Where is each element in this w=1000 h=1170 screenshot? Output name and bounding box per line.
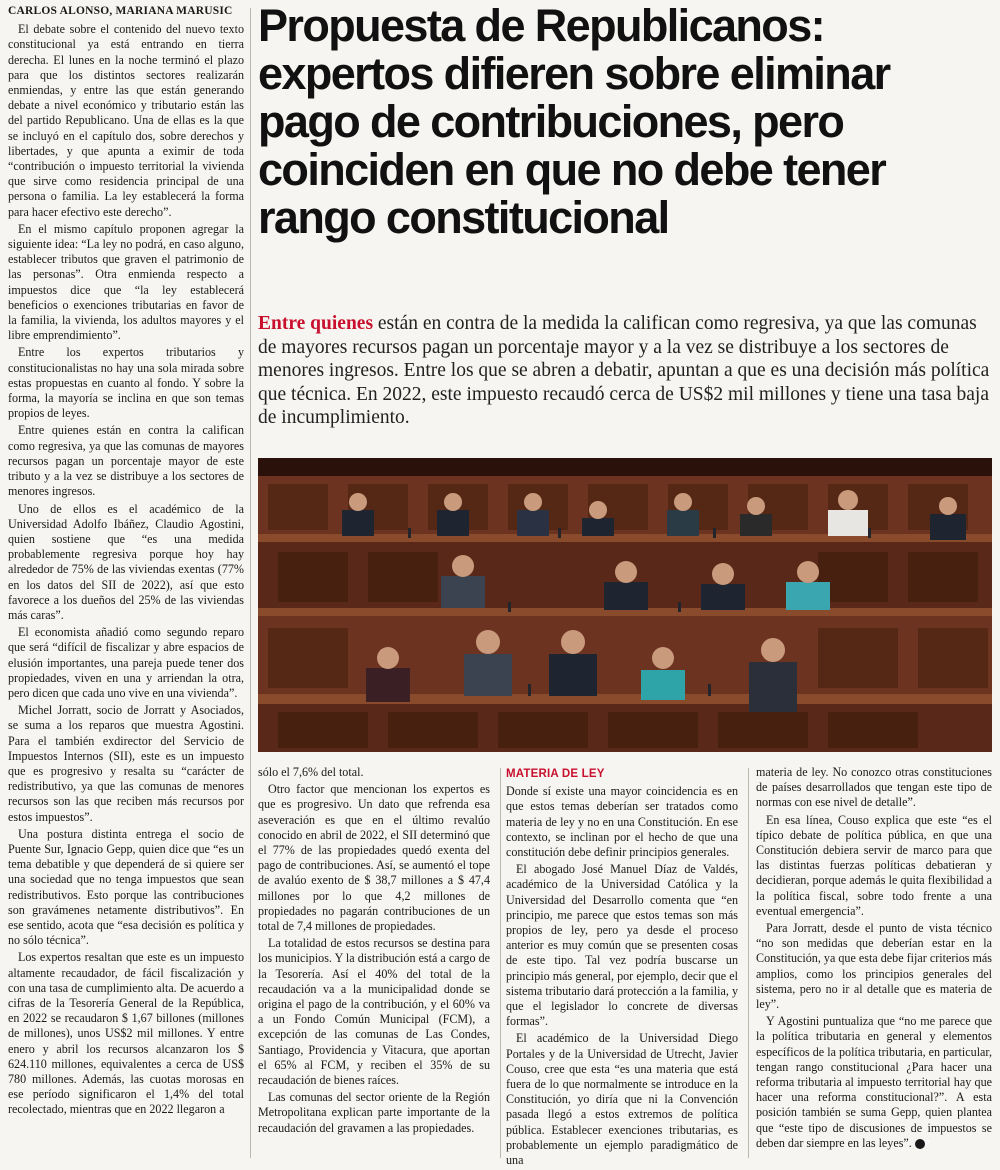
body-paragraph: Las comunas del sector oriente de la Región Metropolitana explican parte importante de la recaudación del gravamen a las propiedades.: [258, 1090, 490, 1135]
lead-kicker: Entre quienes: [258, 313, 374, 334]
headline: Propuesta de Republicanos: expertos difieren sobre eliminar pago de contribuciones, pero coinciden en que no debe tener rango constitucional: [258, 0, 890, 243]
body-text: Y Agostini puntualiza que “no me parece que la política tributaria en general y elementos específicos de la política tributaria, en particular, tengan rango constitucional ¿Para hacer una reforma tributaria al impuesto territorial hay que hacer una reforma constitucional?”. A esta posición también se suma Gepp, quien plantea que “este tipo de discusiones de impuestos se deben dar siempre en las leyes”.: [756, 1014, 992, 1150]
body-paragraph: Entre los expertos tributarios y constitucionalistas no hay una sola mirada sobre estas propuestas en cuanto al fondo. Y sobre la forma, la mayoría se inclina en que son temas propios de leyes.: [8, 345, 244, 421]
end-mark-icon: P: [915, 1139, 925, 1149]
body-paragraph: En el mismo capítulo proponen agregar la siguiente idea: “La ley no podrá, en caso alguno, establecer tributos que graven el patrimonio de las personas”. Otra enmienda respecto a impuestos dice que “la ley establecerá beneficios o exenciones tributarias en favor de la familia, la vivienda, los adultos mayores y el libre emprendimiento”.: [8, 221, 244, 343]
senate-chamber-photo: [258, 458, 992, 752]
byline: CARLOS ALONSO, MARIANA MARUSIC: [8, 5, 233, 17]
body-paragraph: Una postura distinta entrega el socio de Puente Sur, Ignacio Gepp, quien dice que “es un tema debatible y que dependerá de si quiere ser una sociedad que no tenga impuestos que sean redistributivos. Esto porque las contribuciones son gravámenes netamente distributivos”. En ese sentido, acota que “esa decisión es política y no sólo técnica”.: [8, 826, 244, 948]
body-paragraph: Donde sí existe una mayor coincidencia es en que estos temas deberían ser tratados como materia de ley y no en una Constitución. En ese contexto, se inclinan por el hecho de que una constitución debe definir principios generales.: [506, 784, 738, 860]
photo-illustration: [258, 458, 992, 752]
body-paragraph: Los expertos resaltan que este es un impuesto altamente recaudador, de fácil fiscalización y con una tasa de cumplimiento alta. De acuerdo a cifras de la Tesorería General de la República, en 2022 se recaudaron $ 1,67 billones (millones de millones), unos US$2 mil millones. Y entre enero y abril los recursos alcanzaron los $ 624.110 millones, equivalentes a cerca de US$ 780 millones. Además, las cuotas morosas en ese período significaron el 1,4% del total recolectado, mientras que en 2022 llegaron a: [8, 950, 244, 1117]
column-3: [506, 765, 738, 1170]
body-paragraph: El debate sobre el contenido del nuevo texto constitucional ya está entrando en tierra derecha. El lunes en la noche terminó el plazo para que los distintos sectores realizarán enmiendas, y entre las que están generando debate a nivel económico y tributario están las del partido Republicano. Una de ellas es la que se incluyó en el capítulo dos, sobre derechos y libertades, y que apunta a eximir de toda “contribución o impuesto territorial la vivienda que sirve como residencia principal de una persona o familia. La ley establecerá la forma para hacer efectivo este derecho”.: [8, 22, 244, 219]
body-paragraph: Uno de ellos es el académico de la Universidad Adolfo Ibáñez, Claudio Agostini, quien sostiene que “es una medida probablemente regresiva porque hoy hay alrededor de 75% de las viviendas exentas (77% en los datos del SII de 2022), así que esto favorece a los dueños del 25% de las viviendas más caras”.: [8, 501, 244, 622]
column-divider: [748, 768, 749, 1158]
lead-text: están en contra de la medida la califican como regresiva, ya que las comunas de mayores recursos pagan un porcentaje mayor y a la vez se distribuye a los sectores de menores ingresos. Entre los que se abren a debatir, apuntan a que es una decisión más política que técnica. En 2022, este impuesto recaudó cerca de US$2 mil millones y tiene una tasa baja de incumplimiento.: [258, 313, 990, 429]
column-divider: [250, 8, 251, 1158]
body-paragraph: Michel Jorratt, socio de Jorratt y Asociados, se suma a los reparos que muestra Agostini. Para el también exdirector del Servicio de Impuestos Internos (SII), este es un impuesto que es progresivo y resalta su “carácter de redistributivo, ya que las comunas de menores recursos son las que reciben más recursos por estos impuestos”.: [8, 703, 244, 824]
body-paragraph: [756, 1014, 992, 1151]
body-paragraph: materia de ley. No conozco otras constituciones de países desarrollados que tengan este tipo de normas con ese nivel de detalle”.: [756, 765, 992, 810]
column-divider: [500, 768, 501, 1158]
body-paragraph: sólo el 7,6% del total.: [258, 765, 364, 779]
body-paragraph: El abogado José Manuel Díaz de Valdés, académico de la Universidad Católica y la Universidad del Desarrollo comenta que “en principio, me parece que estos temas son más propios de ley, pero ya desde el proceso anterior es muy común que se presenten cosas de este tipo. Tal vez podría buscarse un principio más general, por ejemplo, decir que el sistema tributario dará protección a la familia, y que el legislador lo concrete de diversas formas”.: [506, 862, 738, 1029]
section-subhead: MATERIA DE LEY: [506, 768, 605, 780]
column-2: [258, 765, 490, 1138]
body-paragraph: Para Jorratt, desde el punto de vista técnico “no son medidas que deberían estar en la Constitución, ya que esta debe fijar criterios más amplios, como los principios generales del sistema, pero no ir al detalle que es materia de ley”.: [756, 921, 992, 1012]
body-paragraph: Entre quienes están en contra la califican como regresiva, ya que las comunas de mayores recursos pagan un porcentaje mayor de este tributo y a la vez se distribuye a los sectores de menores ingresos.: [8, 423, 244, 499]
body-paragraph: La totalidad de estos recursos se destina para los municipios. Y la distribución está a cargo de la Tesorería. Así el 40% del total de la recaudación va a la municipalidad donde se origina el pago de la contribución, y el 60% va a un Fondo Común Municipal (FCM), a excepción de las comunas de Las Condes, Santiago, Providencia y Vitacura, que aportan el 65% al FCM, y reciben el 35% de su recaudación de bienes raíces.: [258, 936, 490, 1088]
body-paragraph: En esa línea, Couso explica que este “es el típico debate de política pública, en que una Constitución debiera servir de marco para que las distintas fuerzas políticas debatieran y decidieran, porque además le quita flexibilidad a la política fiscal, sobre todo frente a una eventual emergencia”.: [756, 812, 992, 918]
lead-paragraph: [258, 312, 994, 430]
body-paragraph: El académico de la Universidad Diego Portales y de la Universidad de Utrecht, Javier Couso, cree que esta “es una materia que está fuera de lo que normalmente se introduce en la Constitución, yo diría que ni la Convención pasada llegó a estos extremos de política pública. Establecer exenciones tributarias, es probablemente un ejemplo paradigmático de una: [506, 1031, 738, 1168]
body-paragraph: Otro factor que mencionan los expertos es que es progresivo. Un dato que refrenda esa aseveración es que en el último revalúo conocido en abril de 2022, el SII determinó que el 77% de las propiedades quedó exenta del pago de contribuciones. Así, se aumentó el tope de avalúo exento de $ 38,7 millones a $ 47,4 millones por lo que 4,2 millones de propiedades no pagarán contribuciones de un total de 7,4 millones de propiedades.: [258, 782, 490, 934]
body-paragraph: El economista añadió como segundo reparo que será “difícil de fiscalizar y abre espacios de elusión importantes, una pareja puede tener dos propiedades, viven en una y arriendan la otra, pero dicen que cada uno vive en una vivienda”.: [8, 625, 244, 700]
column-4: [756, 765, 992, 1153]
byline-and-column-1: [8, 4, 244, 1120]
